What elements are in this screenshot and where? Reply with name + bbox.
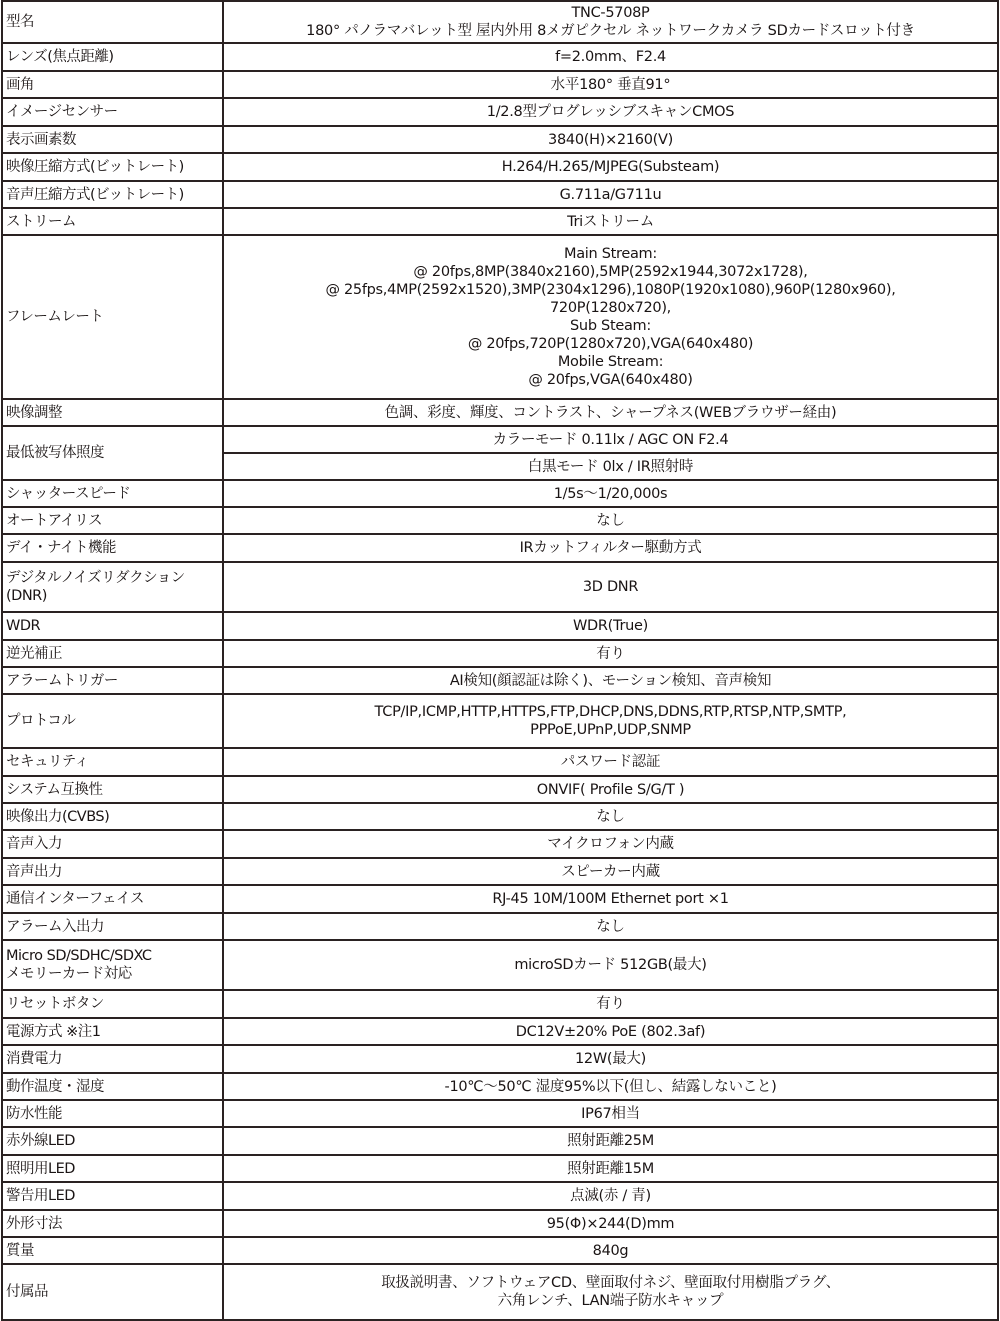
spec-value: 六角レンチ、LAN端子防水キャップ	[497, 1293, 724, 1309]
spec-value: 点滅(赤 / 青)	[570, 1188, 651, 1204]
spec-value: 水平180° 垂直91°	[550, 76, 671, 93]
spec-value: WDR(True)	[573, 618, 648, 634]
spec-label: システム互換性	[6, 781, 103, 798]
spec-value-cell	[223, 1073, 998, 1100]
spec-row	[2, 612, 998, 640]
spec-value-cell	[223, 1210, 998, 1237]
spec-label-cell	[2, 1, 223, 43]
spec-value-cell	[223, 748, 998, 776]
spec-label-cell	[2, 126, 223, 153]
spec-label: イメージセンサー	[6, 104, 118, 120]
spec-value: f=2.0mm、F2.4	[555, 49, 666, 65]
spec-value: TNC-5708P	[571, 5, 650, 21]
spec-label-cell	[2, 1182, 223, 1210]
spec-value: IRカットフィルター駆動方式	[519, 540, 702, 556]
spec-row	[2, 153, 998, 181]
spec-value-cell	[223, 885, 998, 913]
spec-value: スピーカー内蔵	[561, 863, 660, 880]
spec-row	[2, 913, 998, 940]
spec-label-cell	[2, 1100, 223, 1127]
spec-value: 840g	[592, 1242, 629, 1259]
spec-label-cell	[2, 858, 223, 885]
spec-value-cell	[223, 181, 998, 208]
spec-label: アラーム入出力	[6, 918, 104, 935]
spec-row	[2, 208, 998, 235]
spec-value: 色調、彩度、輝度、コントラスト、シャープネス(WEBブラウザー経由)	[384, 404, 837, 421]
spec-value: @ 20fps,VGA(640x480)	[528, 372, 693, 388]
spec-value-cell	[223, 126, 998, 153]
spec-label: 付属品	[6, 1284, 48, 1300]
spec-value: 1/2.8型プログレッシブスキャンCMOS	[486, 104, 735, 120]
spec-row	[2, 1100, 998, 1127]
spec-value-cell	[223, 43, 998, 71]
spec-value: 照射距離15M	[567, 1160, 654, 1177]
spec-label: メモリーカード対応	[6, 966, 132, 982]
spec-value-cell	[223, 612, 998, 640]
spec-value-cell	[223, 858, 998, 885]
spec-label-cell	[2, 480, 223, 507]
spec-label: アラームトリガー	[6, 672, 118, 689]
spec-label: 音声入力	[6, 836, 62, 852]
spec-label-cell	[2, 181, 223, 208]
spec-value-cell	[223, 1045, 998, 1073]
spec-label-cell	[2, 399, 223, 426]
spec-label-cell	[2, 534, 223, 562]
spec-value-cell	[223, 426, 998, 453]
spec-row	[2, 399, 998, 426]
spec-label-cell	[2, 208, 223, 235]
spec-value: -10℃～50℃ 湿度95%以下(但し、結露しないこと)	[444, 1078, 777, 1095]
spec-label: セキュリティ	[6, 754, 89, 770]
spec-label-cell	[2, 1018, 223, 1045]
spec-label-cell	[2, 1210, 223, 1237]
spec-label-cell	[2, 694, 223, 748]
spec-row	[2, 1264, 998, 1320]
spec-label-cell	[2, 153, 223, 181]
spec-label: 映像調整	[6, 404, 62, 421]
spec-value: RJ-45 10M/100M Ethernet port ×1	[492, 891, 729, 907]
spec-label: 防水性能	[6, 1105, 62, 1122]
spec-value-cell	[223, 534, 998, 562]
spec-value-cell	[223, 453, 998, 480]
spec-label: オートアイリス	[6, 512, 102, 529]
spec-row	[2, 803, 998, 830]
spec-label-cell	[2, 1264, 223, 1320]
spec-value: 180° パノラマバレット型 屋内外用 8メガピクセル ネットワークカメラ SDカードスロット付き	[306, 23, 915, 39]
spec-label-cell	[2, 71, 223, 98]
spec-value: AI検知(顔認証は除く)、モーション検知、音声検知	[449, 672, 772, 689]
spec-value-cell	[223, 776, 998, 803]
spec-label: プロトコル	[6, 713, 76, 729]
spec-value-cell	[223, 1182, 998, 1210]
spec-value-cell	[223, 208, 998, 235]
spec-label: 型名	[6, 14, 34, 30]
spec-value: なし	[596, 918, 625, 935]
spec-value: 720P(1280x720),	[549, 300, 671, 316]
spec-label: 映像圧縮方式(ビットレート)	[6, 159, 184, 175]
spec-label-cell	[2, 830, 223, 858]
spec-row	[2, 1018, 998, 1045]
spec-value: マイクロフォン内蔵	[547, 836, 674, 852]
spec-value: Main Stream:	[564, 246, 657, 262]
spec-value-cell	[223, 803, 998, 830]
spec-value-cell	[223, 913, 998, 940]
spec-value-cell	[223, 1, 998, 43]
spec-value: @ 25fps,4MP(2592x1520),3MP(2304x1296),1080P(1920x1080),960P(1280x960),	[325, 282, 896, 298]
spec-value: 有り	[596, 645, 625, 662]
spec-value: 12W(最大)	[574, 1051, 646, 1067]
spec-label: レンズ(焦点距離)	[6, 49, 114, 65]
spec-label: ストリーム	[6, 213, 76, 230]
spec-label: 動作温度・湿度	[6, 1078, 104, 1095]
spec-row	[2, 776, 998, 803]
spec-label: シャッタースピード	[6, 485, 131, 502]
spec-label-cell	[2, 235, 223, 399]
spec-value: G.711a/G711u	[559, 186, 662, 203]
spec-label-cell	[2, 507, 223, 534]
spec-row	[2, 480, 998, 507]
spec-value-cell	[223, 71, 998, 98]
spec-label-cell	[2, 426, 223, 480]
spec-label-cell	[2, 1237, 223, 1264]
spec-label-cell	[2, 1127, 223, 1155]
spec-value-cell	[223, 562, 998, 612]
spec-label: 照明用LED	[6, 1160, 75, 1177]
spec-label-cell	[2, 667, 223, 694]
spec-row	[2, 1237, 998, 1264]
spec-value: なし	[596, 808, 625, 825]
spec-value: 有り	[596, 996, 625, 1012]
spec-label-cell	[2, 885, 223, 913]
spec-value-cell	[223, 990, 998, 1018]
spec-row	[2, 1210, 998, 1237]
spec-value-cell	[223, 1127, 998, 1155]
spec-value: TCP/IP,ICMP,HTTP,HTTPS,FTP,DHCP,DNS,DDNS,RTP,RTSP,NTP,SMTP,	[374, 704, 847, 720]
spec-value: PPPoE,UPnP,UDP,SNMP	[530, 722, 691, 738]
spec-value: 照射距離25M	[567, 1133, 654, 1149]
spec-label-cell	[2, 612, 223, 640]
spec-value: DC12V±20% PoE (802.3af)	[515, 1023, 706, 1040]
spec-label: 音声圧縮方式(ビットレート)	[6, 186, 184, 203]
spec-label-cell	[2, 1073, 223, 1100]
spec-label-cell	[2, 990, 223, 1018]
spec-row	[2, 507, 998, 534]
spec-value-cell	[223, 667, 998, 694]
spec-row	[2, 562, 998, 612]
spec-label-cell	[2, 776, 223, 803]
spec-value: 3D DNR	[582, 579, 639, 595]
spec-label: 赤外線LED	[6, 1133, 75, 1149]
spec-label-cell	[2, 803, 223, 830]
spec-label: WDR	[6, 618, 41, 634]
spec-value: パスワード認証	[560, 754, 661, 770]
spec-row	[2, 426, 998, 453]
spec-label: 外形寸法	[6, 1215, 62, 1232]
spec-label: 逆光補正	[6, 645, 62, 662]
spec-row	[2, 235, 998, 399]
spec-label: Micro SD/SDHC/SDXC	[6, 948, 152, 964]
spec-label: 質量	[6, 1242, 34, 1259]
spec-label-cell	[2, 1155, 223, 1182]
spec-label: (DNR)	[6, 588, 47, 604]
spec-row	[2, 1127, 998, 1155]
spec-row	[2, 667, 998, 694]
spec-value: ONVIF( Profile S/G/T )	[536, 781, 685, 798]
spec-value: 3840(H)×2160(V)	[548, 131, 673, 148]
spec-label-cell	[2, 1045, 223, 1073]
spec-value: 白黒モード 0lx / IR照射時	[527, 458, 694, 475]
spec-label: リセットボタン	[6, 996, 104, 1012]
spec-row	[2, 1073, 998, 1100]
spec-value: 1/5s～1/20,000s	[553, 485, 668, 502]
spec-value-cell	[223, 235, 998, 399]
spec-value: @ 20fps,720P(1280x720),VGA(640x480)	[467, 336, 754, 352]
spec-value-cell	[223, 1237, 998, 1264]
spec-label-cell	[2, 98, 223, 126]
spec-label: 消費電力	[6, 1051, 62, 1067]
spec-row	[2, 640, 998, 667]
spec-value: microSDカード 512GB(最大)	[514, 957, 707, 973]
spec-value: なし	[596, 512, 625, 529]
spec-value-cell	[223, 1264, 998, 1320]
spec-label: 画角	[6, 76, 34, 93]
spec-value: Mobile Stream:	[557, 354, 664, 370]
spec-value: H.264/H.265/MJPEG(Substeam)	[501, 159, 720, 175]
spec-value-cell	[223, 399, 998, 426]
spec-row	[2, 1, 998, 43]
spec-row	[2, 830, 998, 858]
spec-row	[2, 990, 998, 1018]
spec-value: 95(Φ)×244(D)mm	[546, 1215, 675, 1232]
spec-label: 表示画素数	[6, 131, 76, 148]
spec-table-body	[2, 1, 998, 1320]
spec-label: 映像出力(CVBS)	[6, 808, 110, 825]
spec-label: デジタルノイズリダクション	[6, 570, 185, 586]
spec-row	[2, 534, 998, 562]
spec-value-cell	[223, 480, 998, 507]
spec-label-cell	[2, 640, 223, 667]
spec-value: @ 20fps,8MP(3840x2160),5MP(2592x1944,3072x1728),	[413, 264, 808, 280]
spec-row	[2, 1182, 998, 1210]
spec-value-cell	[223, 507, 998, 534]
spec-row	[2, 885, 998, 913]
spec-label-cell	[2, 940, 223, 990]
spec-value-cell	[223, 98, 998, 126]
spec-value: カラーモード 0.11lx / AGC ON F2.4	[492, 431, 729, 448]
spec-label: デイ・ナイト機能	[6, 540, 116, 556]
spec-label: 電源方式 ※注1	[6, 1023, 101, 1040]
spec-value-cell	[223, 940, 998, 990]
spec-label-cell	[2, 748, 223, 776]
spec-value-cell	[223, 830, 998, 858]
spec-value: IP67相当	[581, 1105, 640, 1122]
spec-value: 取扱説明書、ソフトウェアCD、壁面取付ネジ、壁面取付用樹脂プラグ、	[381, 1275, 840, 1291]
spec-value-cell	[223, 1100, 998, 1127]
spec-row	[2, 1045, 998, 1073]
spec-label: 警告用LED	[6, 1188, 75, 1204]
spec-row	[2, 748, 998, 776]
spec-value-cell	[223, 694, 998, 748]
spec-row	[2, 858, 998, 885]
spec-row	[2, 43, 998, 71]
spec-label: フレームレート	[6, 309, 104, 325]
spec-value: Triストリーム	[567, 213, 654, 230]
spec-value: Sub Steam:	[570, 318, 651, 334]
spec-label: 最低被写体照度	[6, 445, 104, 461]
spec-label-cell	[2, 562, 223, 612]
spec-value-cell	[223, 1018, 998, 1045]
spec-label-cell	[2, 43, 223, 71]
spec-row	[2, 71, 998, 98]
spec-label: 通信インターフェイス	[6, 891, 144, 907]
spec-row	[2, 181, 998, 208]
spec-row	[2, 1155, 998, 1182]
spec-value-cell	[223, 153, 998, 181]
spec-value-cell	[223, 1155, 998, 1182]
spec-table	[1, 0, 999, 1321]
spec-label-cell	[2, 913, 223, 940]
spec-row	[2, 940, 998, 990]
spec-row	[2, 98, 998, 126]
spec-row	[2, 126, 998, 153]
spec-label: 音声出力	[6, 863, 62, 880]
spec-row	[2, 694, 998, 748]
spec-value-cell	[223, 640, 998, 667]
